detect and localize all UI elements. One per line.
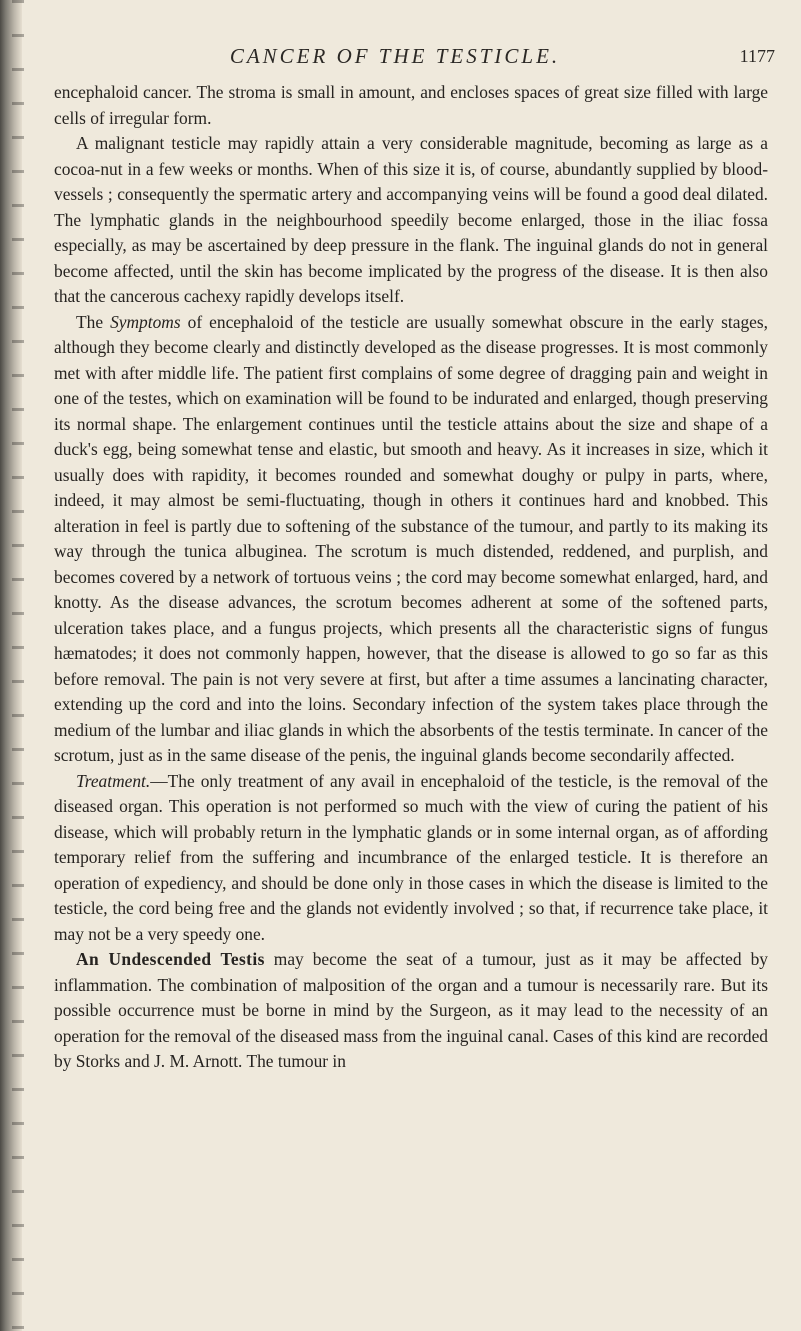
paragraph-treatment: Treatment.—The only treatment of any avail in encephaloid of the testicle, is the removal of the diseased organ. This operation is not performed so much with the view of curing the patient of his disease, which will probably return in the lymphatic glands or in some internal organ, as of affording temporary relief from the suffering and incumbrance of the enlarged testicle. It is therefore an operation of expediency, and should be done only in those cases in which the disease is limited to the testicle, the cord being free and the glands not evidently involved ; so that, if recurrence take place, it may not be a very speedy one.: [54, 770, 768, 944]
binding-stitch-marks: [12, 0, 24, 1331]
paragraph-malignant-testicle: A malignant testicle may rapidly attain a very considerable magnitude, becoming as large as a cocoa-nut in a few weeks or months. When of this size it is, of course, abundantly supplied by blood-vessels ; consequently the spermatic artery and accompanying veins will be found a good deal dilated. The lymphatic glands in the neighbourhood speedily become enlarged, those in the iliac fossa especially, as may be ascertained by deep pressure in the flank. The inguinal glands do not in general become affected, until the skin has become implicated by the progress of the disease. It is then also that the cancerous cachexy rapidly develops itself.: [54, 133, 768, 306]
page-header: [0, 22, 801, 72]
running-title: CANCER OF THE TESTICLE.: [229, 44, 561, 68]
heading-undescended-testis: An Undescended Testis: [76, 949, 265, 969]
body-text: [54, 80, 768, 1075]
paragraph-undescended-testis: An Undescended Testis may become the seat of a tumour, just as it may be affected by inflammation. The combination of malposition of the organ and a tumour is necessarily rare. But its possible occurrence must be borne in mind by the Surgeon, as it may lead to the necessity of an operation for the removal of the diseased mass from the inguinal canal. Cases of this kind are recorded by Storks and J. M. Arnott. The tumour in: [54, 949, 769, 1071]
paragraph-encephaloid-continuation: encephaloid cancer. The stroma is small in amount, and encloses spaces of great size filled with large cells of irregular form.: [54, 82, 768, 128]
paragraph-lead: The: [76, 311, 111, 332]
heading-symptoms: Symptoms: [110, 311, 181, 332]
heading-treatment: Treatment.: [76, 770, 151, 791]
paragraph-symptoms: The Symptoms of encephaloid of the testicle are usually somewhat obscure in the early stages, although they become clearly and distinctly developed as the disease progresses. It is most commonly met with after middle life. The patient first complains of some degree of dragging pain and weight in one of the testes, which on examination will be found to be indurated and enlarged, though preserving its normal shape. The enlargement continues until the testicle attains about the size and shape of a duck's egg, being somewhat tense and elastic, but smooth and heavy. As it increases in size, which it usually does with rapidity, it becomes rounded and somewhat doughy or pulpy in parts, where, indeed, it may almost be semi-fluctuating, though in others it continues hard and knobbed. This alteration in feel is partly due to softening of the substance of the tumour, and partly to its making its way through the tunica albuginea. The scrotum is much distended, reddened, and purplish, and becomes covered by a network of tortuous veins ; the cord may become somewhat enlarged, hard, and knotty. As the disease advances, the scrotum becomes adherent at some of the softened parts, ulceration takes place, and a fungus projects, which presents all the characteristic signs of fungus hæmatodes; it does not commonly happen, however, that the disease is allowed to go so far as this before removal. The pain is not very severe at first, but after a time assumes a lancinating character, extending up the cord and into the loins. Secondary infection of the system takes place through the medium of the lumbar and iliac glands in which the absorbents of the testis terminate. In cancer of the scrotum, just as in the same disease of the penis, the inguinal glands become secondarily affected.: [54, 311, 768, 765]
page-number: 1177: [739, 46, 775, 66]
